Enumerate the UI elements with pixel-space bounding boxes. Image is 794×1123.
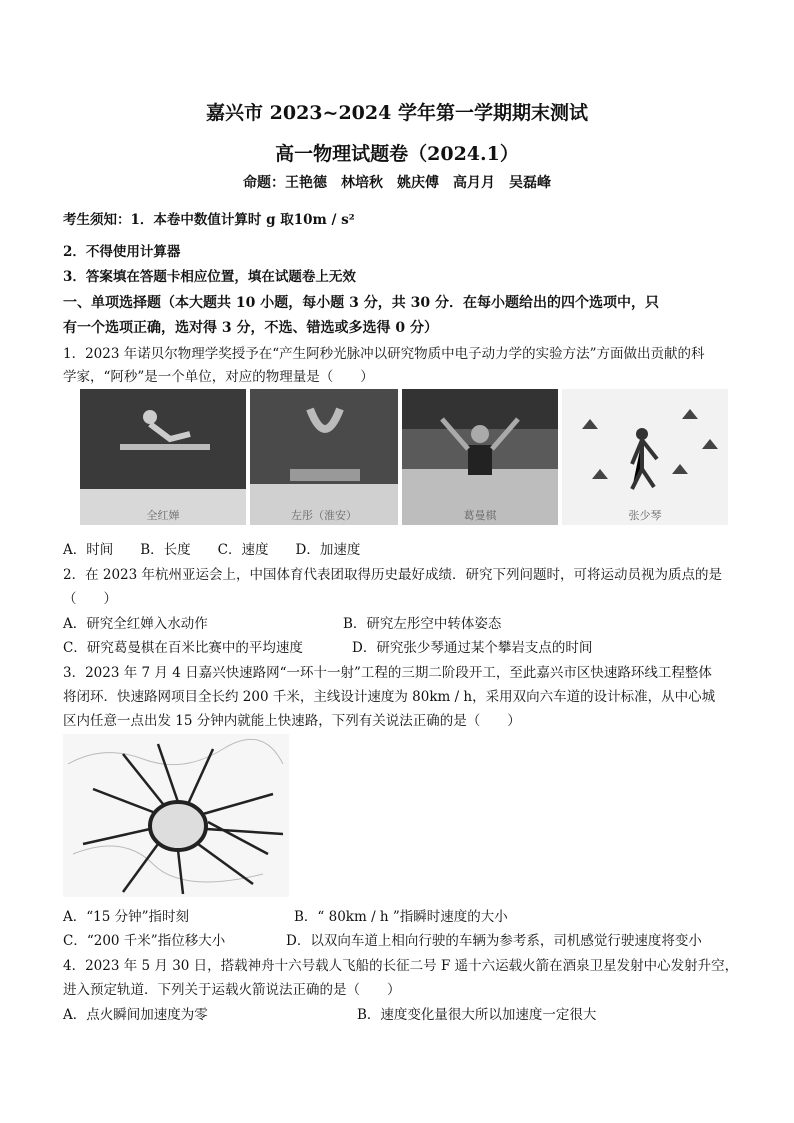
q4-stem-line1: 4．2023 年 5 月 30 日，搭载神舟十六号载人飞船的长征二号 F 遥十六运载火箭在酒泉卫星发射中心发射升空， [63, 958, 739, 974]
q1-stem-line1: 1．2023 年诺贝尔物理学奖授予在“产生阿秒光脉冲以研究物质中电子动力学的实验方法”方面做出贡献的科 [63, 346, 705, 362]
q3-stem-line1: 3．2023 年 7 月 4 日嘉兴快速路网“一环十一射”工程的三期二阶段开工，至此嘉兴市区快速路环线工程整体 [63, 665, 712, 681]
q4-option-a: A．点火瞬间加速度为零 [63, 1007, 208, 1023]
exam-title: 嘉兴市 2023~2024 学年第一学期期末测试 [206, 102, 588, 124]
photo-sprinter [402, 389, 558, 525]
q2-option-a: A．研究全红婵入水动作 [63, 616, 208, 632]
photo-caption-4: 张少琴 [628, 509, 662, 522]
note-1: 考生须知：1．本卷中数值计算时 g 取10m / s² [63, 212, 355, 228]
section-heading-line2: 有一个选项正确，选对得 3 分，不选、错选或多选得 0 分） [63, 320, 438, 336]
exam-subtitle: 高一物理试题卷（2024.1） [275, 143, 519, 165]
q2-stem-line1: 2．在 2023 年杭州亚运会上，中国体育代表团取得历史最好成绩．研究下列问题时，可将运动员视为质点的是 [63, 567, 723, 583]
note-2: 2．不得使用计算器 [63, 244, 181, 260]
photo-diver [80, 389, 246, 525]
q4-stem-line2: 进入预定轨道．下列关于运载火箭说法正确的是（ ） [63, 982, 401, 998]
q3-stem-line2: 将闭环．快速路网项目全长约 200 千米，主线设计速度为 80km / h，采用双向六车道的设计标准，从中心城 [63, 689, 716, 705]
q3-option-c: C．“200 千米”指位移大小 [63, 933, 226, 949]
q2-option-b: B．研究左彤空中转体姿态 [343, 616, 502, 632]
expressway-map [63, 734, 289, 897]
photo-caption-3: 葛曼棋 [463, 509, 497, 522]
q3-option-b: B．“ 80km / h ”指瞬时速度的大小 [294, 909, 508, 925]
photo-caption-1: 全红婵 [146, 509, 180, 522]
q2-option-c: C．研究葛曼棋在百米比赛中的平均速度 [63, 640, 303, 656]
photo-gymnast [250, 389, 398, 525]
note-3: 3．答案填在答题卡相应位置，填在试题卷上无效 [63, 269, 356, 285]
q1-options: A．时间 B．长度 C．速度 D．加速度 [63, 542, 361, 558]
exam-authors: 命题：王艳德 林培秋 姚庆傅 高月月 吴磊峰 [243, 175, 551, 191]
section-heading-line1: 一、单项选择题（本大题共 10 小题，每小题 3 分，共 30 分．在每小题给出的四个选项中，只 [63, 295, 659, 311]
photo-climber [562, 389, 728, 525]
q2-option-d: D．研究张少琴通过某个攀岩支点的时间 [352, 640, 593, 656]
q4-option-b: B．速度变化量很大所以加速度一定很大 [357, 1007, 597, 1023]
q2-stem-line2: （ ） [63, 591, 117, 607]
q3-stem-line3: 区内任意一点出发 15 分钟内就能上快速路，下列有关说法正确的是（ ） [63, 713, 521, 729]
q3-option-d: D．以双向车道上相向行驶的车辆为参考系，司机感觉行驶速度将变小 [286, 933, 702, 949]
photo-caption-2: 左彤（淮安） [291, 509, 357, 522]
q1-stem-line2: 学家，“阿秒”是一个单位，对应的物理量是（ ） [63, 369, 374, 385]
q3-option-a: A．“15 分钟”指时刻 [63, 909, 190, 925]
